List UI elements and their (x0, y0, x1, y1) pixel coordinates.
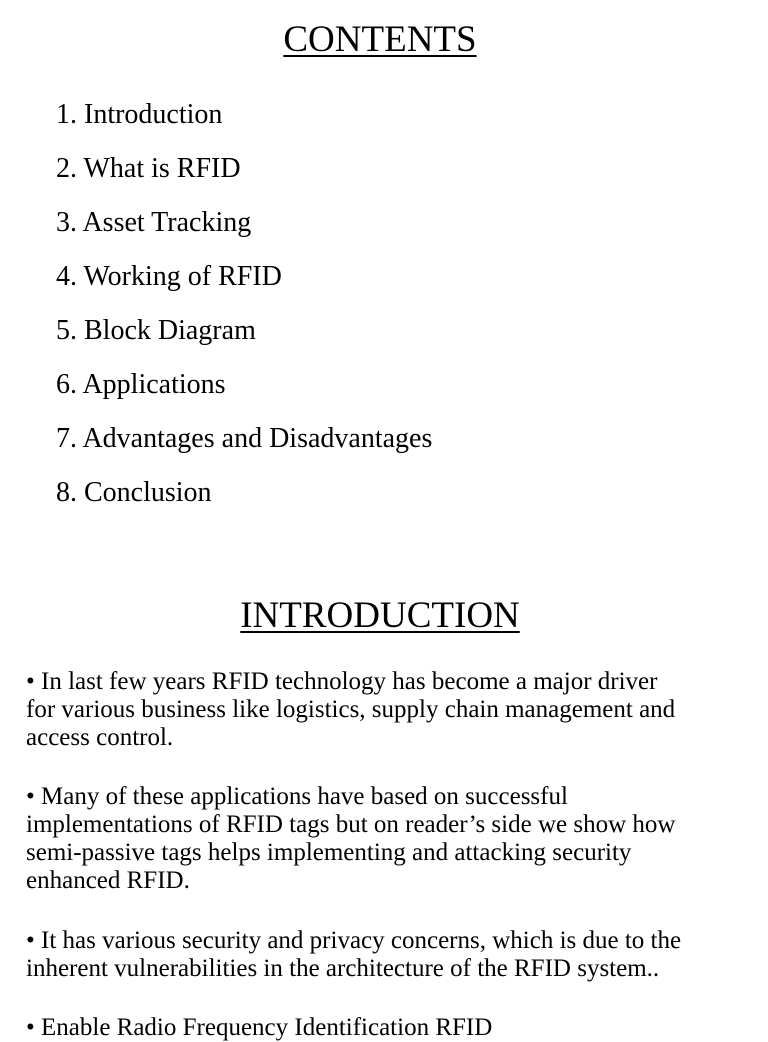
contents-heading: CONTENTS (283, 19, 477, 60)
paragraph-line: access control. (26, 724, 174, 751)
paragraph-line: enhanced RFID. (26, 867, 190, 894)
toc-item-block-diagram: 5. Block Diagram (56, 315, 256, 346)
paragraph-line: semi-passive tags helps implementing and attacking security (26, 839, 632, 866)
paragraph-line: • Many of these applications have based on successful (26, 783, 568, 810)
paragraph-line: for various business like logistics, supply chain management and (26, 696, 676, 723)
paragraph-line: inherent vulnerabilities in the architecture of the RFID system.. (26, 955, 660, 982)
intro-bullet-paragraph (26, 783, 748, 895)
toc-item-introduction: 1. Introduction (56, 99, 223, 130)
toc-item-working-of-rfid: 4. Working of RFID (56, 261, 282, 292)
intro-bullet-paragraph-cutoff (26, 1014, 748, 1042)
paragraph-line: • Enable Radio Frequency Identification RFID (26, 1014, 493, 1041)
toc-item-applications: 6. Applications (56, 369, 226, 400)
paragraph-line: • It has various security and privacy concerns, which is due to the (26, 927, 682, 954)
intro-bullet-paragraph (26, 668, 748, 752)
intro-bullet-paragraph (26, 927, 748, 983)
table-of-contents (56, 96, 432, 528)
toc-item-conclusion: 8. Conclusion (56, 477, 212, 508)
introduction-heading: INTRODUCTION (240, 595, 520, 636)
paragraph-line: • In last few years RFID technology has become a major driver (26, 668, 658, 695)
toc-item-asset-tracking: 3. Asset Tracking (56, 207, 252, 238)
toc-item-advantages-disadvantages: 7. Advantages and Disadvantages (56, 423, 433, 454)
toc-item-what-is-rfid: 2. What is RFID (56, 153, 241, 184)
paragraph-line: implementations of RFID tags but on reader’s side we show how (26, 811, 676, 838)
